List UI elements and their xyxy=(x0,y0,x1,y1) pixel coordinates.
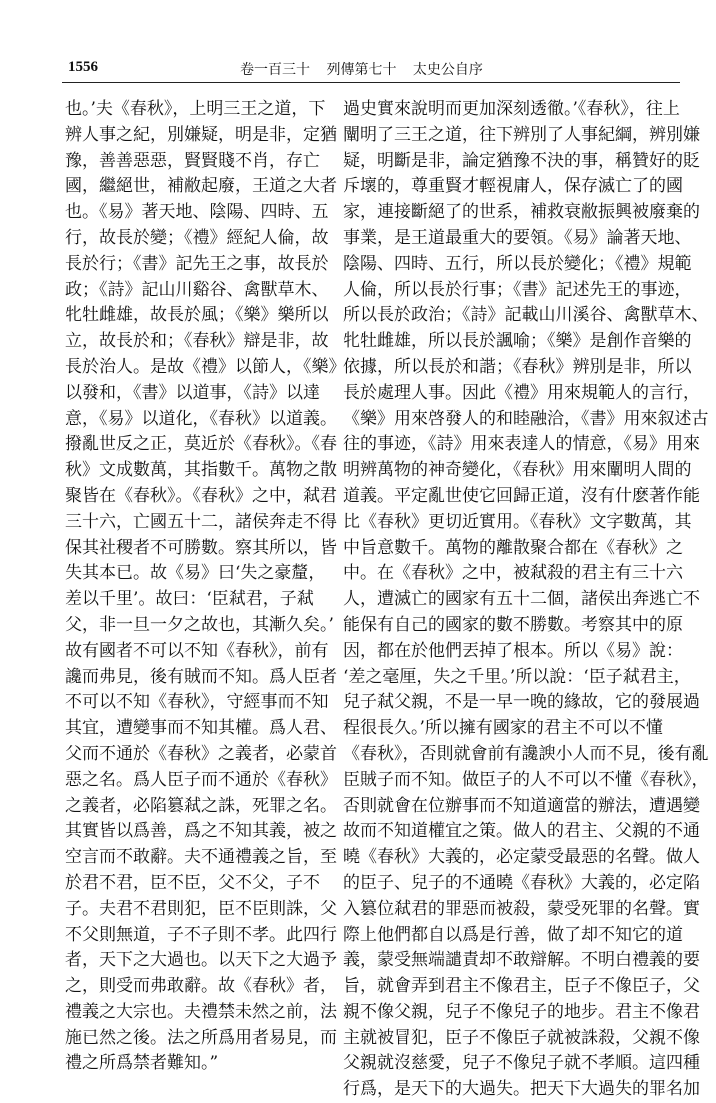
text-line: 立，故長於和；《春秋》辯是非，故 xyxy=(65,331,329,352)
text-line: 政；《詩》記山川谿谷、禽獸草木、 xyxy=(65,279,329,300)
text-line: 陰陽、四時、五行，所以長於變化；《禮》規範 xyxy=(343,253,692,274)
text-line: 入篡位弒君的罪惡而被殺，蒙受死罪的名聲。實 xyxy=(343,898,700,919)
text-line: 往的事迹，《詩》用來表達人的情意，《易》用來 xyxy=(343,434,700,455)
text-line: 聚皆在《春秋》。《春秋》之中，弒君 xyxy=(65,485,337,506)
page-number: 1556 xyxy=(68,59,98,75)
text-line: 禮之所爲禁者難知。” xyxy=(65,1053,219,1074)
running-header xyxy=(40,55,680,81)
text-line: 依據，所以長於和諧；《春秋》辨別是非，所以 xyxy=(343,356,692,377)
header-volume: 卷一百三十 xyxy=(240,62,310,78)
text-line: 人，遭滅亡的國家有五十二個，諸侯出奔逃亡不 xyxy=(343,589,700,610)
text-line: 旨，就會弄到君主不像君主，臣子不像臣子，父 xyxy=(343,976,700,997)
text-line: 以發和，《書》以道事，《詩》以達 xyxy=(65,382,320,403)
text-line: 國，繼絕世，補敝起廢，王道之大者 xyxy=(65,176,337,197)
text-line: 所以長於政治；《詩》記載山川溪谷、禽獸草木、 xyxy=(343,305,709,326)
text-line: 兒子弒父親，不是一早一晚的緣故，它的發展過 xyxy=(343,692,700,713)
text-line: 比《春秋》更切近實用。《春秋》文字數萬，其 xyxy=(343,511,692,532)
text-line: 辨人事之紀，別嫌疑，明是非，定猶 xyxy=(65,124,337,145)
text-line: 行，故長於變；《禮》經紀人倫，故 xyxy=(65,227,329,248)
text-line: 父，非一旦一夕之故也，其漸久矣。’ xyxy=(65,614,334,635)
text-line: 讒而弗見，後有賊而不知。爲人臣者 xyxy=(65,666,337,687)
text-line: 空言而不敢辭。夫不通禮義之旨，至 xyxy=(65,847,337,868)
text-line: 中。在《春秋》之中，被弒殺的君主有三十六 xyxy=(343,563,683,584)
text-line: 不可以不知《春秋》，守經事而不知 xyxy=(65,692,329,713)
text-line: 也。《易》著天地、陰陽、四時、五 xyxy=(65,202,329,223)
text-line: 保其社稷者不可勝數。察其所以，皆 xyxy=(65,537,337,558)
text-line: 父親就沒慈愛，兒子不像兒子就不孝順。這四種 xyxy=(343,1053,700,1074)
text-line: 主就被冒犯，臣子不像臣子就被誅殺，父親不像 xyxy=(343,1027,700,1048)
text-line: 者，天下之大過也。以天下之大過予 xyxy=(65,950,337,971)
text-line: 過史實來說明而更加深刻透徹。’《春秋》，往上 xyxy=(343,99,680,119)
header-title xyxy=(240,59,495,79)
text-line: 疑，明斷是非，論定猶豫不決的事，稱贊好的貶 xyxy=(343,150,700,171)
text-line: 不父則無道，子不子則不孝。此四行 xyxy=(65,924,337,945)
text-line: 的臣子、兒子的不通曉《春秋》大義的，必定陷 xyxy=(343,872,700,893)
text-line: 禮義之大宗也。夫禮禁未然之前，法 xyxy=(65,1001,337,1022)
header-chapter: 列傳第七十 xyxy=(326,62,397,78)
text-line: 惡之名。爲人臣子而不通於《春秋》 xyxy=(65,769,337,790)
text-line: 牝牡雌雄，故長於風；《樂》樂所以 xyxy=(65,305,329,326)
text-line: 中旨意數千。萬物的離散聚合都在《春秋》之 xyxy=(343,537,683,558)
text-line: 家，連接斷絕了的世系，補救衰敝振興被廢棄的 xyxy=(343,202,700,223)
text-line: 曉《春秋》大義的，必定蒙受最惡的名聲。做人 xyxy=(343,847,700,868)
text-line: 失其本已。故《易》曰‘失之豪釐， xyxy=(65,563,326,584)
text-line: 差以千里’。故曰：‘臣弒君，子弒 xyxy=(65,589,314,610)
text-line: 之，則受而弗敢辭。故《春秋》者， xyxy=(65,976,337,997)
text-line: 際上他們都自以爲是行善，做了却不知它的道 xyxy=(343,924,683,945)
text-line: 否則就會在位辦事而不知道適當的辦法，遭遇變 xyxy=(343,795,700,816)
text-line: 《樂》用來啓發人的和睦融洽，《書》用來叙述古 xyxy=(343,408,709,429)
text-line: 故有國者不可以不知《春秋》，前有 xyxy=(65,640,329,661)
text-line: 於君不君，臣不臣，父不父，子不 xyxy=(65,872,320,893)
text-line: 意，《易》以道化，《春秋》以道義。 xyxy=(65,408,337,429)
text-line: 故而不知道權宜之策。做人的君主、父親的不通 xyxy=(343,821,700,842)
text-line: 父而不通於《春秋》之義者，必蒙首 xyxy=(65,743,337,764)
text-line: 三十六，亡國五十二，諸侯奔走不得 xyxy=(65,511,337,532)
text-line: ‘差之毫厘，失之千里。’所以說：‘臣子弒君主， xyxy=(343,666,691,687)
header-section: 太史公自序 xyxy=(412,62,483,78)
text-line: 因，都在於他們丟掉了根本。所以《易》說： xyxy=(343,640,683,661)
text-line: 施已然之後。法之所爲用者易見，而 xyxy=(65,1027,337,1048)
text-line: 事業，是王道最重大的要領。《易》論著天地、 xyxy=(343,227,692,248)
text-line: 其宜，遭變事而不知其權。爲人君、 xyxy=(65,718,337,739)
text-line: 臣賊子而不知。做臣子的人不可以不懂《春秋》， xyxy=(343,769,709,790)
text-line: 之義者，必陷篡弒之誅，死罪之名。 xyxy=(65,795,337,816)
text-line: 義，蒙受無端譴責却不敢辯解。不明白禮義的要 xyxy=(343,950,700,971)
text-line: 牝牡雌雄，所以長於諷喻；《樂》是創作音樂的 xyxy=(343,331,692,352)
text-line: 也。’夫《春秋》，上明三王之道，下 xyxy=(65,99,326,119)
text-line: 人倫，所以長於行事；《書》記述先王的事迹， xyxy=(343,279,692,300)
text-line: 長於行；《書》記先王之事，故長於 xyxy=(65,253,329,274)
header-rule xyxy=(62,82,680,83)
text-line: 道義。平定亂世使它回歸正道，沒有什麽著作能 xyxy=(343,485,700,506)
classical-text-column xyxy=(65,97,346,1077)
text-line: 長於治人。是故《禮》以節人，《樂》 xyxy=(65,356,346,377)
text-line: 親不像父親，兒子不像兒子的地步。君主不像君 xyxy=(343,1001,700,1022)
text-line: 《春秋》，否則就會前有讒諛小人而不見，後有亂 xyxy=(343,743,709,764)
text-line: 撥亂世反之正，莫近於《春秋》。《春 xyxy=(65,434,337,455)
text-line: 子。夫君不君則犯，臣不臣則誅，父 xyxy=(65,898,337,919)
text-line: 行爲，是天下的大過失。把天下大過失的罪名加 xyxy=(343,1079,700,1100)
text-line: 其實皆以爲善，爲之不知其義，被之 xyxy=(65,821,337,842)
text-line: 秋》文成數萬，其指數千。萬物之散 xyxy=(65,460,337,481)
text-line: 闡明了三王之道，往下辨別了人事紀綱，辨別嫌 xyxy=(343,124,700,145)
text-line: 程很長久。’所以擁有國家的君主不可以不懂 xyxy=(343,718,663,739)
text-line: 明辨萬物的神奇變化，《春秋》用來闡明人間的 xyxy=(343,460,692,481)
translation-column xyxy=(343,97,709,1103)
text-line: 能保有自己的國家的數不勝數。考察其中的原 xyxy=(343,614,683,635)
text-line: 長於處理人事。因此《禮》用來規範人的言行， xyxy=(343,382,700,403)
text-line: 豫，善善惡惡，賢賢賤不肖，存亡 xyxy=(65,150,320,171)
text-line: 斥壞的，尊重賢才輕視庸人，保存滅亡了的國 xyxy=(343,176,683,197)
